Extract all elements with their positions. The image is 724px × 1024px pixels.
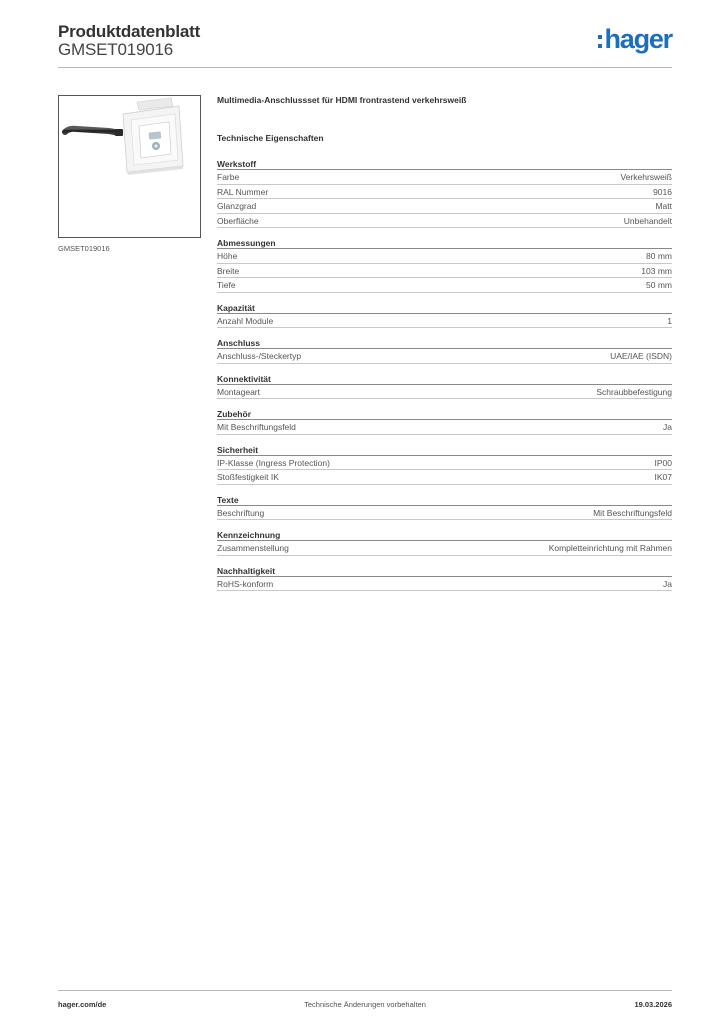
footer-notice: Technische Änderungen vorbehalten (304, 1000, 426, 1009)
property-value: Kompletteinrichtung mit Rahmen (548, 543, 672, 553)
property-label: Montageart (217, 386, 260, 397)
product-name: Multimedia-Anschlussset für HDMI frontrastend verkehrsweiß (217, 95, 467, 105)
property-label: Glanzgrad (217, 201, 257, 211)
group-werkstoff (217, 158, 672, 228)
property-label: RoHS-konform (217, 578, 274, 589)
property-value: IK07 (654, 472, 672, 482)
property-value: Ja (663, 578, 672, 589)
document-title: Produktdatenblatt (58, 22, 201, 41)
group-zubehoer (217, 408, 672, 435)
property-value: UAE/IAE (ISDN) (610, 351, 672, 361)
property-label: RAL Nummer (217, 186, 269, 197)
property-row (217, 278, 672, 293)
group-title: Kapazität (217, 302, 672, 314)
property-row (217, 385, 672, 400)
group-title: Nachhaltigkeit (217, 565, 672, 577)
property-label: Farbe (217, 172, 240, 182)
hager-logo (598, 24, 672, 54)
hdmi-socket-illustration (59, 96, 201, 238)
property-value: IP00 (654, 457, 672, 468)
group-title: Anschluss (217, 337, 672, 349)
property-value: Verkehrsweiß (620, 172, 672, 182)
group-title: Sicherheit (217, 444, 672, 456)
group-kapazitaet (217, 302, 672, 329)
property-row (217, 199, 672, 214)
property-value: Matt (655, 201, 672, 211)
group-title: Zubehör (217, 408, 672, 420)
property-row (217, 506, 672, 521)
product-image (58, 95, 201, 238)
property-label: Mit Beschriftungsfeld (217, 422, 296, 432)
group-title: Werkstoff (217, 158, 672, 170)
group-sicherheit (217, 444, 672, 485)
group-title: Kennzeichnung (217, 529, 672, 541)
property-value: 50 mm (646, 280, 672, 290)
property-label: Beschriftung (217, 507, 265, 518)
property-value: 103 mm (641, 265, 672, 276)
property-label: Stoßfestigkeit IK (217, 472, 279, 482)
footer-date: 19.03.2026 (634, 1000, 672, 1009)
property-row (217, 249, 672, 264)
property-value: Mit Beschriftungsfeld (593, 507, 672, 518)
property-value: Ja (663, 422, 672, 432)
footer-website-link[interactable]: hager.com/de (58, 1000, 107, 1009)
product-code: GMSET019016 (58, 40, 173, 59)
property-row (217, 420, 672, 435)
property-value: 9016 (653, 186, 672, 197)
property-label: Breite (217, 265, 240, 276)
logo-text: hager (604, 23, 672, 54)
property-row (217, 541, 672, 556)
property-row (217, 470, 672, 485)
section-heading: Technische Eigenschaften (217, 133, 324, 143)
product-details (217, 95, 672, 600)
property-value: Unbehandelt (623, 215, 672, 226)
group-abmessungen (217, 237, 672, 293)
property-row (217, 185, 672, 200)
property-label: Zusammenstellung (217, 543, 289, 553)
group-konnektivitaet (217, 373, 672, 400)
property-row (217, 577, 672, 592)
property-label: Oberfläche (217, 215, 259, 226)
group-anschluss (217, 337, 672, 364)
page-footer (58, 990, 672, 1009)
group-nachhaltigkeit (217, 565, 672, 592)
property-row (217, 456, 672, 471)
group-texte (217, 494, 672, 521)
property-row (217, 170, 672, 185)
property-row (217, 314, 672, 329)
property-row (217, 264, 672, 279)
group-title: Abmessungen (217, 237, 672, 249)
property-value: 1 (667, 315, 672, 326)
property-label: Tiefe (217, 280, 236, 290)
logo-colon-icon (598, 35, 602, 48)
page-header (58, 20, 672, 68)
property-label: IP-Klasse (Ingress Protection) (217, 457, 330, 468)
property-label: Anschluss-/Steckertyp (217, 351, 302, 361)
image-caption: GMSET019016 (58, 244, 110, 253)
group-title: Konnektivität (217, 373, 672, 385)
property-row (217, 214, 672, 229)
group-kennzeichnung (217, 529, 672, 556)
property-value: Schraubbefestigung (596, 386, 672, 397)
property-label: Höhe (217, 251, 238, 261)
property-row (217, 349, 672, 364)
group-title: Texte (217, 494, 672, 506)
property-value: 80 mm (646, 251, 672, 261)
property-label: Anzahl Module (217, 315, 274, 326)
